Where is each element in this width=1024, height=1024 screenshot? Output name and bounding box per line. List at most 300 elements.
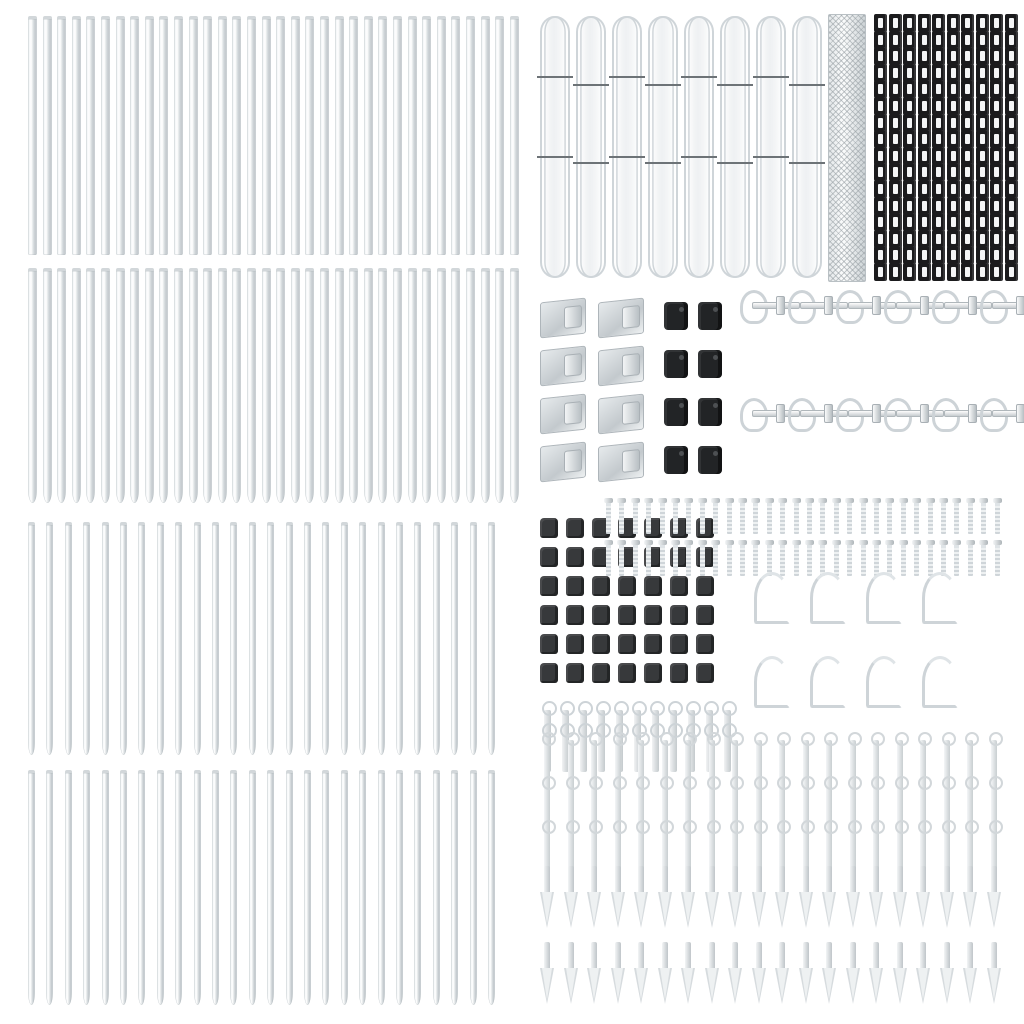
coil-tie [681, 76, 717, 78]
bracket-knob [622, 353, 640, 377]
eye-bolt-nut [776, 296, 785, 315]
spike-point-highlight [848, 892, 858, 924]
fence-post [396, 770, 403, 1005]
post-cap [592, 663, 610, 683]
ground-spike [893, 866, 907, 928]
fence-post [510, 16, 519, 255]
coil-tie [753, 76, 789, 78]
wire-clip [889, 246, 902, 264]
fence-post [28, 268, 37, 503]
screw [941, 542, 946, 576]
wire-clip [918, 147, 931, 165]
wire-clip [903, 213, 916, 231]
ground-spike [611, 942, 625, 1004]
eye-bolt-nut [824, 404, 833, 423]
wire-clip [874, 130, 887, 148]
fence-post [194, 770, 201, 1005]
wire-clip [903, 64, 916, 82]
ground-spike [658, 866, 672, 928]
fence-post [305, 16, 314, 255]
fence-post [101, 268, 110, 503]
anchor-hook [922, 572, 958, 624]
ground-spike [775, 942, 789, 1004]
wire-clip [918, 180, 931, 198]
spike-point-highlight [613, 968, 623, 1000]
post-cap [696, 663, 714, 683]
spike-point-highlight [636, 968, 646, 1000]
screw [874, 542, 879, 576]
spike-point-highlight [542, 968, 552, 1000]
wire-clip [961, 230, 974, 248]
spike-point-highlight [895, 968, 905, 1000]
wire-clip [918, 130, 931, 148]
wire-clip [947, 47, 960, 65]
fence-post [249, 522, 256, 755]
wire-clip [918, 64, 931, 82]
fence-post [396, 522, 403, 755]
fence-post [145, 268, 154, 503]
wire-clip [918, 31, 931, 49]
screw [660, 542, 665, 576]
spike-point-highlight [918, 968, 928, 1000]
wire-clip [874, 197, 887, 215]
ground-spike [775, 866, 789, 928]
wire-clip [1005, 47, 1018, 65]
fence-post [28, 16, 37, 255]
screw [861, 500, 866, 534]
wire-clip [990, 130, 1003, 148]
spike-point-highlight [754, 968, 764, 1000]
plastic-bracket [664, 446, 688, 474]
wire-clip [1005, 130, 1018, 148]
ground-spike [869, 866, 883, 928]
fence-post [451, 16, 460, 255]
fence-post [422, 268, 431, 503]
wire-clip [976, 246, 989, 264]
ground-spike [893, 942, 907, 1004]
wire-clip [1005, 64, 1018, 82]
wire-clip [889, 14, 902, 32]
wire-clip [918, 47, 931, 65]
spike-point-highlight [801, 892, 811, 924]
wire-clip [990, 31, 1003, 49]
wire-clip [903, 230, 916, 248]
wire-clip [976, 114, 989, 132]
fence-post [359, 522, 366, 755]
spike-point-highlight [801, 968, 811, 1000]
spike-point-highlight [824, 892, 834, 924]
screw [807, 542, 812, 576]
ground-spike [587, 942, 601, 1004]
fence-post [286, 770, 293, 1005]
post-cap [644, 576, 662, 596]
fence-post [267, 770, 274, 1005]
post-cap [670, 663, 688, 683]
wire-clip [961, 246, 974, 264]
screw [928, 542, 933, 576]
fence-post [481, 16, 490, 255]
wire-clip [874, 31, 887, 49]
ground-spike [752, 866, 766, 928]
mesh-roll [828, 14, 864, 280]
ground-spike [705, 866, 719, 928]
wire-clip [961, 163, 974, 181]
fence-post [291, 268, 300, 503]
wire-clip [918, 230, 931, 248]
eye-bolt-nut [920, 296, 929, 315]
fence-post [393, 16, 402, 255]
wire-clip [961, 130, 974, 148]
screw [847, 500, 852, 534]
fence-post [138, 770, 145, 1005]
coil-tie [717, 84, 753, 86]
ground-spike [822, 942, 836, 1004]
coil-ring [616, 16, 638, 278]
spike-point-highlight [989, 892, 999, 924]
fence-post [157, 770, 164, 1005]
wire-clip [961, 114, 974, 132]
ground-spike [540, 866, 554, 928]
plate-bracket [598, 346, 644, 387]
spike-point-highlight [871, 968, 881, 1000]
wire-clip [874, 80, 887, 98]
fence-post [230, 522, 237, 755]
screw [861, 542, 866, 576]
plate-bracket [540, 346, 586, 387]
wire-clip [889, 163, 902, 181]
fence-post [488, 770, 495, 1005]
fence-post [203, 268, 212, 503]
screw [981, 542, 986, 576]
wire-clip [874, 64, 887, 82]
wire-clip [947, 213, 960, 231]
fence-post [175, 770, 182, 1005]
spike-point-highlight [660, 892, 670, 924]
fence-post [194, 522, 201, 755]
screw [968, 500, 973, 534]
wire-coil [648, 16, 678, 278]
fence-post [437, 16, 446, 255]
ground-spike [963, 866, 977, 928]
ground-spike [587, 866, 601, 928]
anchor-hook [866, 656, 902, 708]
wire-clip [889, 80, 902, 98]
wire-clip [903, 14, 916, 32]
wire-clip [1005, 180, 1018, 198]
fence-post [378, 16, 387, 255]
wire-clip [918, 263, 931, 281]
post-cap [696, 518, 714, 538]
post-cap [540, 576, 558, 596]
fence-post [218, 16, 227, 255]
wire-clip [990, 163, 1003, 181]
wire-clip [976, 263, 989, 281]
anchor-hook [866, 572, 902, 624]
wire-clip [889, 64, 902, 82]
screw [995, 500, 1000, 534]
ground-spike [634, 866, 648, 928]
wire-clip [976, 64, 989, 82]
wire-clip [889, 213, 902, 231]
post-cap [566, 576, 584, 596]
fence-post [46, 770, 53, 1005]
fence-post [393, 268, 402, 503]
screw [941, 500, 946, 534]
fence-post [341, 522, 348, 755]
wire-clip [903, 263, 916, 281]
screw [700, 542, 705, 576]
screw [633, 542, 638, 576]
fence-post [120, 770, 127, 1005]
wire-clip [889, 263, 902, 281]
post-cap [670, 605, 688, 625]
wire-clip [918, 213, 931, 231]
screw [874, 500, 879, 534]
wire-clip [961, 80, 974, 98]
spike-point-highlight [848, 968, 858, 1000]
wire-clip [874, 114, 887, 132]
plastic-bracket [698, 302, 722, 330]
fence-post [230, 770, 237, 1005]
fence-post [276, 268, 285, 503]
eye-bolt-nut [776, 404, 785, 423]
wire-clip [990, 147, 1003, 165]
fence-post [83, 770, 90, 1005]
fence-post [433, 770, 440, 1005]
ground-spike [846, 866, 860, 928]
post-cap [540, 634, 558, 654]
fence-post [451, 770, 458, 1005]
spike-point-highlight [566, 968, 576, 1000]
fence-post [86, 268, 95, 503]
fence-post [57, 16, 66, 255]
wire-clip [874, 97, 887, 115]
ground-spike [705, 942, 719, 1004]
spike-point-highlight [942, 968, 952, 1000]
plastic-bracket [664, 302, 688, 330]
spike-point-highlight [636, 892, 646, 924]
fence-post [364, 268, 373, 503]
wire-clip [889, 197, 902, 215]
post-cap [696, 576, 714, 596]
spike-point-highlight [871, 892, 881, 924]
wire-clip [1005, 213, 1018, 231]
coil-tie [789, 162, 825, 164]
wire-clip [961, 31, 974, 49]
wire-clip [961, 47, 974, 65]
wire-clip [961, 97, 974, 115]
wire-clip [874, 230, 887, 248]
eye-bolt-nut [968, 296, 977, 315]
plate-bracket [540, 442, 586, 483]
fence-post [408, 16, 417, 255]
screw [606, 542, 611, 576]
post-cap [540, 547, 558, 567]
fence-post [28, 522, 35, 755]
screw [713, 542, 718, 576]
wire-clip [947, 97, 960, 115]
spike-point-highlight [730, 892, 740, 924]
plate-bracket [540, 394, 586, 435]
ground-spike [540, 942, 554, 1004]
wire-clip [1005, 31, 1018, 49]
fence-post [451, 268, 460, 503]
wire-clip [932, 47, 945, 65]
fence-post [72, 16, 81, 255]
fence-post [102, 770, 109, 1005]
wire-clip [932, 130, 945, 148]
screw [820, 500, 825, 534]
wire-clip [918, 114, 931, 132]
wire-clip [903, 130, 916, 148]
wire-clip [947, 64, 960, 82]
ground-spike [799, 866, 813, 928]
ground-spike [728, 866, 742, 928]
spike-point-highlight [542, 892, 552, 924]
screw [834, 500, 839, 534]
fence-post [451, 522, 458, 755]
ground-spike [634, 942, 648, 1004]
screw [780, 542, 785, 576]
post-cap [696, 634, 714, 654]
screw [740, 500, 745, 534]
ground-spike [940, 866, 954, 928]
coil-tie [753, 156, 789, 158]
wire-clip [1005, 263, 1018, 281]
wire-clip [976, 80, 989, 98]
fence-post [28, 770, 35, 1005]
fence-post [174, 268, 183, 503]
fence-post [189, 268, 198, 503]
screw [887, 542, 892, 576]
plastic-bracket [664, 350, 688, 378]
wire-clip [903, 80, 916, 98]
wire-clip [889, 147, 902, 165]
eye-bolt [980, 290, 1024, 318]
wire-clip [889, 130, 902, 148]
ground-spike [752, 942, 766, 1004]
wire-clip [903, 147, 916, 165]
wire-clip [874, 213, 887, 231]
wire-clip [947, 263, 960, 281]
fence-post [189, 16, 198, 255]
bracket-knob [564, 305, 582, 329]
fence-post [232, 268, 241, 503]
wire-clip [932, 263, 945, 281]
spike-point-highlight [660, 968, 670, 1000]
fence-post [262, 16, 271, 255]
fence-post [510, 268, 519, 503]
coil-tie [645, 84, 681, 86]
screw [794, 500, 799, 534]
fence-post [262, 268, 271, 503]
fence-post [335, 16, 344, 255]
fence-post [174, 16, 183, 255]
fence-post [157, 522, 164, 755]
screw [660, 500, 665, 534]
screw [619, 500, 624, 534]
bracket-knob [622, 305, 640, 329]
coil-tie [537, 76, 573, 78]
anchor-hook [810, 572, 846, 624]
coil-tie [573, 162, 609, 164]
eye-bolt-nut [920, 404, 929, 423]
ground-spike [846, 942, 860, 1004]
wire-coil [612, 16, 642, 278]
wire-clip [961, 213, 974, 231]
fence-post [433, 522, 440, 755]
fence-post [130, 16, 139, 255]
wire-clip [961, 197, 974, 215]
screw [727, 542, 732, 576]
screw [753, 500, 758, 534]
fence-post [322, 522, 329, 755]
wire-clip [1005, 163, 1018, 181]
post-cap [592, 605, 610, 625]
spike-point-highlight [965, 968, 975, 1000]
fence-post [102, 522, 109, 755]
wire-clip [903, 97, 916, 115]
wire-clip [990, 246, 1003, 264]
wire-clip [874, 180, 887, 198]
screw [686, 500, 691, 534]
fence-post [305, 268, 314, 503]
eye-bolt-nut [1016, 404, 1024, 423]
plastic-bracket [698, 398, 722, 426]
wire-clip [990, 80, 1003, 98]
post-cap [696, 547, 714, 567]
coil-ring [544, 16, 566, 278]
ground-spike [963, 942, 977, 1004]
spike-point-highlight [589, 892, 599, 924]
ground-spike [987, 942, 1001, 1004]
fence-post [65, 770, 72, 1005]
wire-clip [976, 180, 989, 198]
bracket-knob [622, 401, 640, 425]
screw [807, 500, 812, 534]
fence-post [414, 522, 421, 755]
wire-clip [903, 180, 916, 198]
wire-clip [961, 180, 974, 198]
wire-clip [932, 180, 945, 198]
plastic-bracket [698, 446, 722, 474]
fence-post [101, 16, 110, 255]
screw [981, 500, 986, 534]
fence-post [470, 770, 477, 1005]
wire-clip [903, 114, 916, 132]
fence-post [83, 522, 90, 755]
plate-bracket [598, 442, 644, 483]
fence-post [495, 268, 504, 503]
wire-clip [947, 197, 960, 215]
wire-clip [889, 180, 902, 198]
wire-clip [961, 14, 974, 32]
screw [954, 500, 959, 534]
wire-clip [932, 147, 945, 165]
post-cap [566, 547, 584, 567]
screw [954, 542, 959, 576]
eye-bolt-nut [872, 296, 881, 315]
anchor-hook [754, 656, 790, 708]
wire-clip [976, 14, 989, 32]
wire-clip [947, 246, 960, 264]
post-cap [566, 634, 584, 654]
screw [646, 542, 651, 576]
wire-clip [990, 213, 1003, 231]
screw [995, 542, 1000, 576]
wire-clip [990, 197, 1003, 215]
wire-clip [932, 213, 945, 231]
